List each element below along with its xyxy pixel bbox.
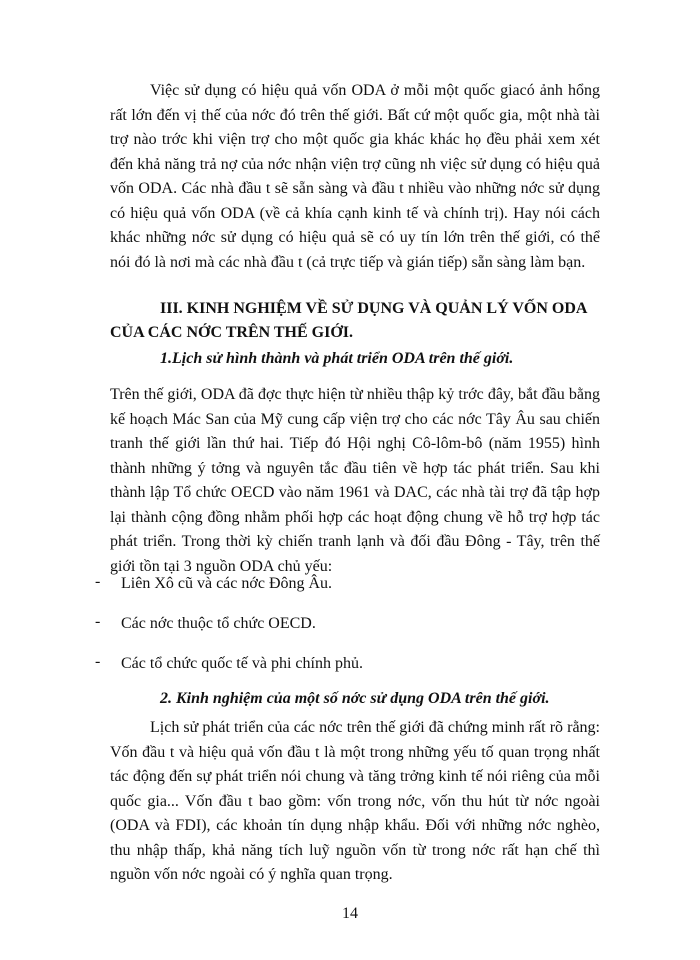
list-item-text: Các tổ chức quốc tế và phi chính phủ. [121, 655, 363, 672]
bullet-mark: - [95, 613, 101, 630]
list-item-text: Liên Xô cũ và các nớc Đông Âu. [121, 575, 333, 592]
paragraph-oda-history: Trên thế giới, ODA đã đợc thực hiện từ nhiều thập kỷ trớc đây, bắt đầu bằng kế hoạch Mác San của Mỹ cung cấp viện trợ cho các nớc Tây Âu sau chiến tranh thế giới lần thứ hai. Tiếp đó Hội nghị Cô-lôm-bô (năm 1955) hình thành những ý tởng và nguyên tắc đầu tiên về hợp tác phát triển. Sau khi thành lập Tổ chức OECD vào năm 1961 và DAC, các nhà tài trợ đã tập hợp lại thành cộng đồng nhằm phối hợp các hoạt động chung về hỗ trợ hợp tác phát triển. Trong thời kỳ chiến tranh lạnh và đối đầu Đông - Tây, trên thế giới tồn tại 3 nguồn ODA chủ yếu: [110, 386, 600, 575]
subheading-oda-history: 1.Lịch sử hình thành và phát triển ODA trên thế giới. [160, 350, 514, 367]
page-number: 14 [342, 905, 358, 922]
bullet-mark: - [95, 573, 101, 590]
subheading-country-experience: 2. Kinh nghiệm của một số nớc sử dụng ODA trên thế giới. [160, 690, 550, 707]
bullet-mark: - [95, 653, 101, 670]
paragraph-oda-effectiveness: Việc sử dụng có hiệu quả vốn ODA ở mỗi một quốc giacó ảnh hổng rất lớn đến vị thế của nớc đó trên thế giới. Bất cứ một quốc gia, một nhà tài trợ nào trớc khi viện trợ cho một quốc gia khác khác họ đều phải xem xét đến khả năng trả nợ của nớc nhận viện trợ cũng nh việc sử dụng có hiệu quả vốn ODA. Các nhà đầu t sẽ sẵn sàng và đầu t nhiều vào những nớc sử dụng có hiệu quả vốn ODA (về cả khía cạnh kinh tế và chính trị). Hay nói cách khác những nớc sử dụng có hiệu quả sẽ có uy tín lớn trên thế giới, có thể nói đó là nơi mà các nhà đầu t (cả trực tiếp và gián tiếp) sẵn sàng làm bạn. [110, 82, 600, 271]
list-item-text: Các nớc thuộc tổ chức OECD. [121, 615, 316, 632]
section-heading-iii: III. KINH NGHIỆM VỀ SỬ DỤNG VÀ QUẢN LÝ VỐN ODA CỦA CÁC NỚC TRÊN THẾ GIỚI. [110, 300, 587, 341]
paragraph-investment-capital: Lịch sử phát triển của các nớc trên thế giới đã chứng minh rất rõ rằng: Vốn đầu t và hiệu quả vốn đầu t là một trong những yếu tố quan trọng nhất tác động đến sự phát triển nói chung và tăng trởng kinh tế nói riêng của mỗi quốc gia... Vốn đầu t bao gồm: vốn trong nớc, vốn thu hút từ nớc ngoài (ODA và FDI), các khoản tín dụng nhập khẩu. Đối với những nớc nghèo, thu nhập thấp, khả năng tích luỹ nguồn vốn từ trong nớc rất hạn chế thì nguồn vốn nớc ngoài có ý nghĩa quan trọng. [110, 719, 600, 883]
